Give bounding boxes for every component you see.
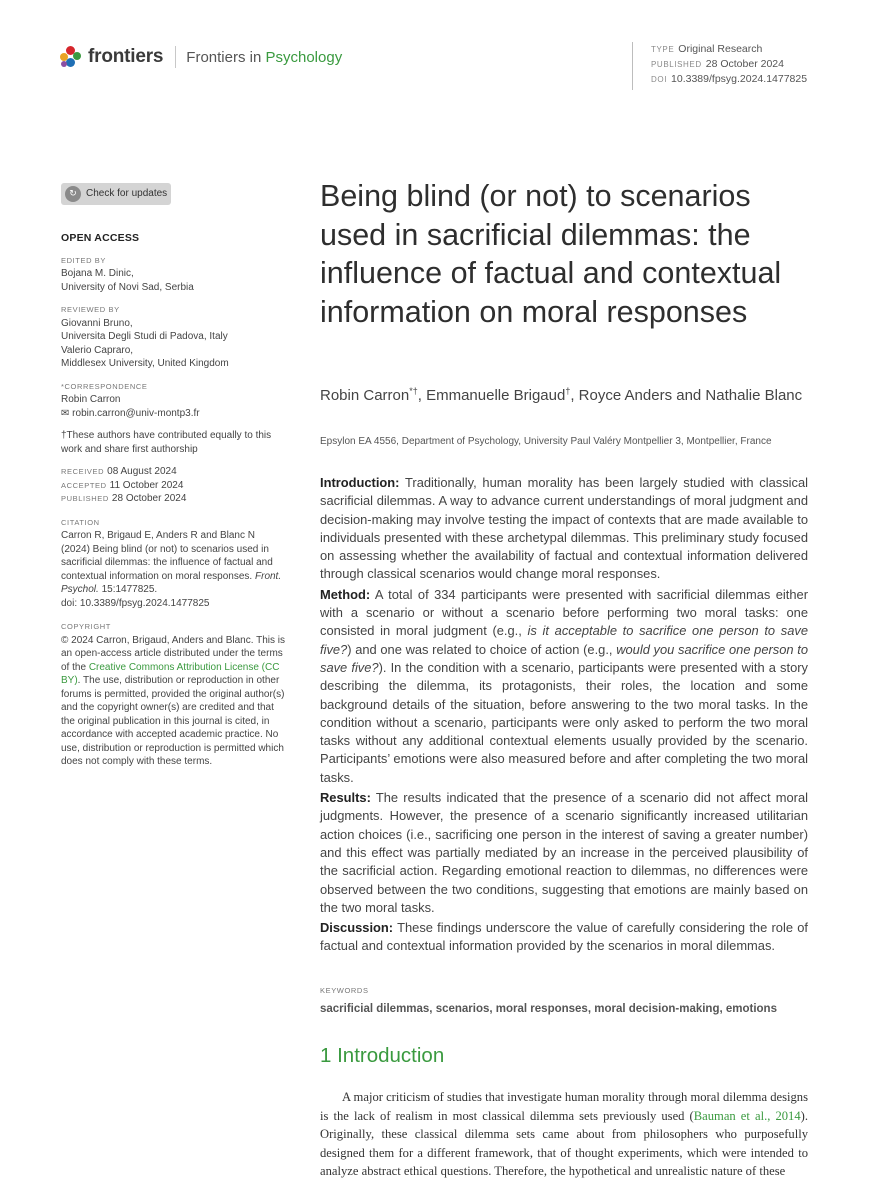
author-name[interactable]: Emmanuelle Brigaud	[426, 387, 566, 404]
published-key: PUBLISHED	[61, 494, 109, 503]
reviewer-name: Valerio Capraro,	[61, 344, 134, 356]
copyright-text: . The use, distribution or reproduction in other forums is permitted, provided the original author(s) and the copyright owner(s) are credited and that the original publication in this journal is cited, in accordance with accepted academic practice. No use, distribution or reproduction is permitted which does not comply with these terms.	[61, 675, 285, 767]
sidebar	[61, 183, 286, 769]
edited-by-heading: EDITED BY	[61, 255, 106, 265]
reviewed-by-heading: REVIEWED BY	[61, 305, 120, 314]
author-list: Robin Carron*†, Emmanuelle Brigaud†, Royce Anders and Nathalie Blanc	[320, 386, 803, 404]
abstract-text: A total of 334 participants were presented with sacrificial dilemmas either with a scenario or without a scenario before performing two moral tasks: one consisted in moral judgment (e.g.,	[320, 586, 808, 639]
accepted-value: 11 October 2024	[109, 479, 184, 491]
abstract-italic: would you sacrifice one person to save five?	[320, 641, 809, 675]
journal-prefix: Frontiers in	[186, 48, 266, 66]
abstract-text: These findings underscore the value of carefully considering the role of factual and contextual information provided by the scenarios in moral dilemmas.	[320, 920, 808, 954]
reference-link[interactable]: Bauman et al., 2014	[693, 1108, 801, 1123]
abstract-label: Introduction:	[320, 475, 400, 490]
envelope-icon: ✉	[61, 407, 73, 419]
meta-published-value: 28 October 2024	[705, 58, 784, 70]
keywords: sacrificial dilemmas, scenarios, moral responses, moral decision-making, emotions	[320, 1003, 777, 1015]
journal-name[interactable]	[186, 49, 342, 66]
citation-doi[interactable]: doi: 10.3389/fpsyg.2024.1477825	[61, 597, 210, 609]
citation-volume: 15:1477825.	[98, 584, 158, 595]
abstract-discussion	[320, 919, 808, 956]
dates	[61, 465, 286, 506]
received-value: 08 August 2024	[107, 466, 177, 477]
abstract-label: Method:	[320, 586, 371, 602]
accepted-key: ACCEPTED	[61, 480, 107, 490]
author-names-rest: , Royce Anders and Nathalie Blanc	[570, 387, 803, 404]
abstract-text: ) and one was related to choice of action (e.g.,	[347, 641, 617, 657]
citation-journal: Front. Psychol.	[61, 570, 282, 595]
affiliation: Epsylon EA 4556, Department of Psychology, University Paul Valéry Montpellier 3, Montpellier, France	[320, 436, 772, 447]
edited-by	[61, 267, 286, 294]
meta-type-value: Original Research	[678, 43, 763, 55]
reviewer-affiliation: Universita Degli Studi di Padova, Italy	[61, 331, 228, 342]
citation-heading: CITATION	[61, 517, 100, 527]
check-updates-label: Check for updates	[86, 188, 168, 200]
intro-paragraph	[320, 1088, 808, 1181]
abstract-label: Results:	[320, 790, 371, 806]
abstract-text: ). In the condition with a scenario, participants were presented with a story describing the dilemma, its protagonists, their roles, the location and some background details of the situation, before answering to the two moral tasks. In the condition without a scenario, participants were only asked to perform the two moral tasks without any additional contextual elements usually provided by the scenario. Participants’ emotions were also measured before and after completing the two moral tasks.	[320, 659, 808, 785]
check-updates-button[interactable]	[61, 183, 171, 205]
copyright	[61, 634, 286, 769]
published-value: 28 October 2024	[111, 493, 187, 504]
equal-contribution-note: †These authors have contributed equally to this work and share first authorship	[61, 430, 272, 455]
correspondence-heading: *CORRESPONDENCE	[61, 381, 148, 391]
abstract-label: Discussion:	[320, 920, 394, 936]
editor-affiliation: University of Novi Sad, Serbia	[61, 281, 194, 293]
correspondence-email-row[interactable]	[61, 407, 286, 421]
abstract-italic: is it acceptable to sacrifice one person to save five?	[320, 623, 808, 657]
author-name[interactable]: Robin Carron	[320, 387, 410, 404]
abstract-text: Traditionally, human morality has been largely studied with classical sacrificial dilemmas. A way to advance current understandings of moral judgment and decision-making may involve testing the impact of contexts that are made available to individuals presented with these archetypal dilemmas. This preliminary study focused on assessing whether the availability of factual and contextual information delivered through classical scenarios would change moral responses.	[320, 475, 808, 582]
logo-divider	[175, 46, 176, 68]
abstract-text: The results indicated that the presence of a scenario did not affect moral judgments. However, the presence of a scenario significantly increased utilitarian action choices (i.e., sacrificing one person in the interest of saving a greater number) and this effect was partially mediated by an increase in the perceived plausibility of the sacrificial action. Regarding emotional reaction to dilemmas, no differences were observed between the two conditions, suggesting that emotions are mainly based on the two moral tasks.	[320, 790, 808, 915]
license-link[interactable]: Creative Commons Attribution License (CC BY)	[61, 661, 280, 686]
meta-doi-key: DOI	[651, 75, 668, 84]
received-key: RECEIVED	[61, 467, 105, 476]
keywords-heading: KEYWORDS	[320, 986, 369, 995]
reviewer-affiliation: Middlesex University, United Kingdom	[61, 358, 229, 369]
abstract	[320, 474, 808, 958]
correspondence-email[interactable]: robin.carron@univ-montp3.fr	[72, 407, 200, 419]
article-meta	[632, 42, 807, 90]
abstract-method	[320, 586, 808, 787]
received-date	[61, 465, 286, 479]
published-date	[61, 492, 286, 506]
author-marks: *†	[409, 386, 418, 396]
meta-type-key: TYPE	[651, 45, 675, 54]
accepted-date	[61, 479, 286, 493]
citation	[61, 529, 286, 610]
abstract-introduction	[320, 474, 808, 584]
meta-published-key: PUBLISHED	[651, 60, 702, 69]
brand-name: frontiers	[88, 46, 164, 67]
journal-field: Psychology	[265, 48, 343, 66]
refresh-icon: ↻	[65, 186, 81, 202]
citation-text: Carron R, Brigaud E, Anders R and Blanc N (2024) Being blind (or not) to scenarios used in sacrificial dilemmas: the influence of factual and contextual information on moral responses.	[61, 530, 273, 582]
meta-doi[interactable]	[651, 72, 807, 87]
editor-name: Bojana M. Dinic,	[61, 268, 134, 279]
correspondence	[61, 393, 286, 420]
meta-published	[651, 57, 807, 72]
meta-type	[651, 42, 807, 57]
correspondence-name: Robin Carron	[61, 394, 121, 405]
copyright-heading: COPYRIGHT	[61, 622, 111, 631]
abstract-results	[320, 789, 808, 917]
intro-text: ). Originally, these classical dilemma sets came about from philosophers who purposefully designed them for a different framework, that of thought experiments, which were intended to analyze abstract ethical questions. Therefore, the hypothetical and unrealistic nature of these	[320, 1108, 808, 1179]
frontiers-logo[interactable]	[60, 46, 342, 68]
meta-doi-value[interactable]: 10.3389/fpsyg.2024.1477825	[671, 73, 808, 85]
frontiers-logo-icon	[60, 46, 82, 68]
author-marks: †	[565, 386, 571, 396]
article-title: Being blind (or not) to scenarios used in sacrificial dilemmas: the influence of factual and contextual information on moral responses	[320, 179, 782, 329]
reviewed-by	[61, 317, 286, 371]
open-access-label: OPEN ACCESS	[61, 232, 140, 244]
intro-text: A major criticism of studies that investigate human morality through moral dilemma designs is the lack of realism in most classical dilemma sets previously used (	[320, 1090, 808, 1123]
reviewer-name: Giovanni Bruno,	[61, 317, 133, 329]
copyright-text: © 2024 Carron, Brigaud, Anders and Blanc. This is an open-access article distributed under the terms of the	[61, 634, 285, 673]
section-heading: 1 Introduction	[320, 1044, 445, 1067]
